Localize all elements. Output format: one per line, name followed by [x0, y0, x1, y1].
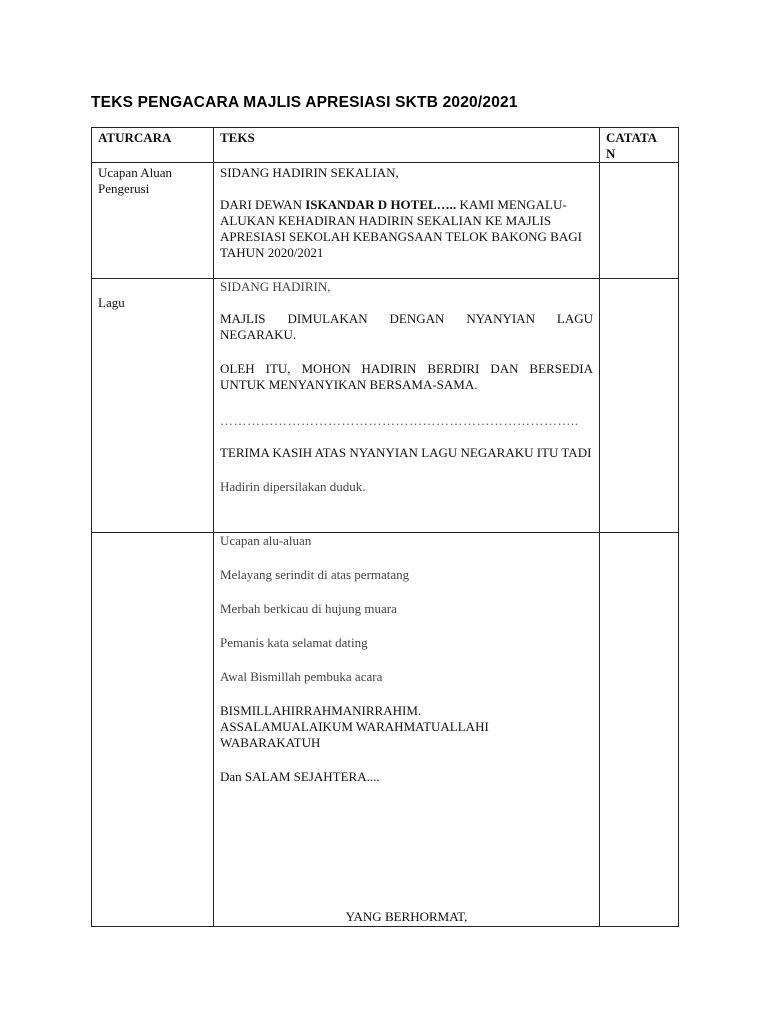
text-line: Hadirin dipersilakan duduk.	[220, 479, 366, 494]
program-table	[91, 127, 679, 927]
pantun-line: Melayang serindit di atas permatang	[220, 567, 410, 582]
text-line: WABARAKATUH	[220, 735, 321, 750]
table-row	[92, 533, 679, 927]
text-line: UNTUK MENYANYIKAN BERSAMA-SAMA.	[220, 377, 478, 392]
text-line: NEGARAKU.	[220, 327, 297, 342]
text-line: MAJLIS DIMULAKAN DENGAN NYANYIAN LAGU	[220, 311, 593, 326]
text-paragraph: DARI DEWAN ISKANDAR D HOTEL….. KAMI MENGALU-ALUKAN KEHADIRAN HADIRIN SEKALIAN KE MAJLIS APRESIASI SEKOLAH KEBANGSAAN TELOK BAKONG BAGI TAHUN 2020/2021	[220, 197, 582, 260]
aturcara-cell	[92, 279, 214, 533]
text-line: OLEH ITU, MOHON HADIRIN BERDIRI DAN BERSEDIA	[220, 361, 593, 376]
document-title: TEKS PENGACARA MAJLIS APRESIASI SKTB 2020/2021	[91, 94, 518, 111]
teks-cell	[214, 533, 600, 927]
text-line: SIDANG HADIRIN SEKALIAN,	[220, 165, 399, 180]
pantun-line: Awal Bismillah pembuka acara	[220, 669, 383, 684]
aturcara-label: Lagu	[98, 295, 125, 310]
text-line: ASSALAMUALAIKUM WARAHMATUALLAHI	[220, 719, 489, 734]
header-teks: TEKS	[214, 128, 600, 163]
pantun-line: Merbah berkicau di hujung muara	[220, 601, 397, 616]
teks-cell	[214, 163, 600, 279]
text-paragraph: TERIMA KASIH ATAS NYANYIAN LAGU NEGARAKU ITU TADI	[220, 445, 592, 460]
aturcara-label: Ucapan Aluan Pengerusi	[98, 165, 173, 196]
header-catatan: CATATA N	[600, 128, 679, 163]
table-row	[92, 279, 679, 533]
teks-cell	[214, 279, 600, 533]
catatan-cell	[600, 533, 679, 927]
dotted-line: ……………………………………………………………………..	[220, 413, 579, 428]
catatan-cell	[600, 163, 679, 279]
header-row	[92, 128, 679, 163]
text-line: BISMILLAHIRRAHMANIRRAHIM.	[220, 703, 422, 718]
text-line: Ucapan alu-aluan	[220, 533, 312, 548]
text-line: YANG BERHORMAT,	[345, 909, 468, 924]
catatan-cell	[600, 279, 679, 533]
aturcara-cell	[92, 533, 214, 927]
table-row	[92, 163, 679, 279]
text-line: SIDANG HADIRIN,	[220, 279, 331, 294]
header-aturcara: ATURCARA	[92, 128, 214, 163]
text-line: Dan SALAM SEJAHTERA....	[220, 769, 380, 784]
pantun-line: Pemanis kata selamat dating	[220, 635, 368, 650]
aturcara-cell	[92, 163, 214, 279]
